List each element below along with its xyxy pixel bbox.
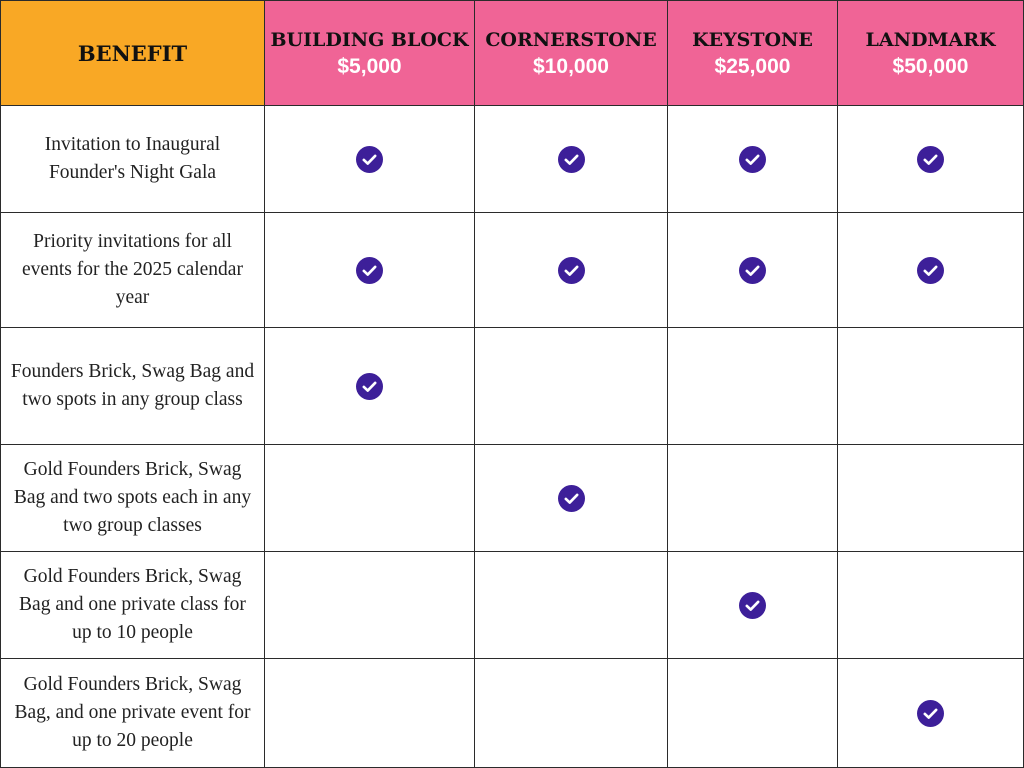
benefit-row-label: [0, 445, 265, 552]
benefit-cell: [668, 106, 838, 213]
benefit-cell: [475, 659, 668, 768]
tier-header-landmark: [838, 0, 1024, 106]
benefit-cell: [265, 659, 475, 768]
benefit-row-label: [0, 328, 265, 445]
benefit-cell: [265, 445, 475, 552]
tier-price: $50,000: [892, 55, 969, 78]
tier-name: KEYSTONE: [692, 29, 813, 51]
benefit-cell: [838, 445, 1024, 552]
benefit-cell: [265, 106, 475, 213]
tier-header-cornerstone: [475, 0, 668, 106]
benefit-cell: [668, 328, 838, 445]
tier-name: CORNERSTONE: [485, 29, 657, 51]
check-circle-icon: [356, 146, 383, 173]
tier-header-keystone: [668, 0, 838, 106]
benefit-cell: [265, 213, 475, 328]
benefit-cell: [668, 659, 838, 768]
benefit-cell: [475, 552, 668, 659]
benefit-header-label: BENEFIT: [77, 40, 188, 66]
benefit-text: Gold Founders Brick, Swag Bag and one private class for up to 10 people: [19, 566, 246, 643]
check-circle-icon: [356, 373, 383, 400]
benefit-cell: [475, 328, 668, 445]
benefit-cell: [475, 106, 668, 213]
check-circle-icon: [558, 146, 585, 173]
check-circle-icon: [917, 700, 944, 727]
check-circle-icon: [356, 257, 383, 284]
benefit-row-label: [0, 659, 265, 768]
tier-header-building-block: [265, 0, 475, 106]
benefit-cell: [838, 659, 1024, 768]
benefit-cell: [838, 328, 1024, 445]
benefit-text: Priority invitations for all events for the 2025 calendar year: [22, 231, 243, 308]
check-circle-icon: [558, 485, 585, 512]
tier-name: LANDMARK: [865, 29, 996, 51]
benefit-cell: [668, 445, 838, 552]
benefit-cell: [838, 552, 1024, 659]
benefit-cell: [668, 552, 838, 659]
check-circle-icon: [558, 257, 585, 284]
benefit-cell: [265, 328, 475, 445]
check-circle-icon: [739, 257, 766, 284]
benefit-cell: [475, 213, 668, 328]
tier-price: $25,000: [714, 55, 791, 78]
benefit-text: Gold Founders Brick, Swag Bag and two spots each in any two group classes: [13, 459, 252, 536]
check-circle-icon: [739, 592, 766, 619]
benefit-cell: [838, 213, 1024, 328]
check-circle-icon: [917, 146, 944, 173]
benefit-text: Invitation to Inaugural Founder's Night Gala: [44, 134, 221, 183]
benefit-cell: [668, 213, 838, 328]
benefit-row-label: [0, 106, 265, 213]
benefit-cell: [265, 552, 475, 659]
check-circle-icon: [917, 257, 944, 284]
tier-price: $10,000: [533, 55, 609, 78]
benefit-row-label: [0, 552, 265, 659]
check-circle-icon: [739, 146, 766, 173]
benefit-cell: [838, 106, 1024, 213]
benefit-text: Gold Founders Brick, Swag Bag, and one private event for up to 20 people: [14, 674, 251, 751]
benefit-column-header: [0, 0, 265, 106]
tier-name: BUILDING BLOCK: [270, 29, 469, 51]
tier-price: $5,000: [337, 55, 402, 78]
benefit-cell: [475, 445, 668, 552]
benefit-row-label: [0, 213, 265, 328]
benefit-text: Founders Brick, Swag Bag and two spots in any group class: [10, 361, 255, 410]
